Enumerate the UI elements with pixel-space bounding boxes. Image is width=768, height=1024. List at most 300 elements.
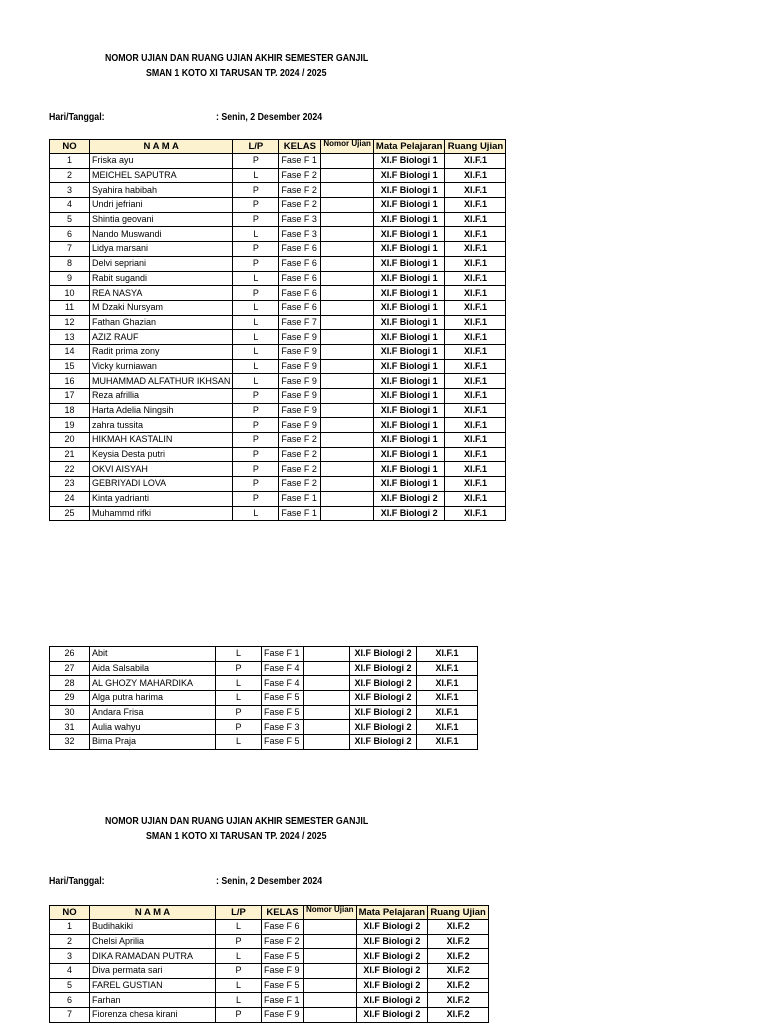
cell-mata-pelajaran: XI.F Biologi 1 (373, 389, 445, 404)
cell-ruang-ujian: XI.F.1 (445, 447, 506, 462)
cell-nama: Fathan Ghazian (90, 315, 233, 330)
date-label-2: Hari/Tanggal: (49, 876, 105, 887)
cell-no: 30 (50, 705, 90, 720)
cell-mata-pelajaran: XI.F Biologi 1 (373, 300, 445, 315)
cell-ruang-ujian: XI.F.1 (417, 647, 478, 662)
cell-nomor-ujian (304, 720, 350, 735)
table-row (50, 949, 489, 964)
cell-nama: Farhan (90, 993, 216, 1008)
table-row (50, 154, 506, 169)
cell-lp: L (233, 330, 279, 345)
cell-mata-pelajaran: XI.F Biologi 1 (373, 242, 445, 257)
cell-nama: REA NASYA (90, 286, 233, 301)
cell-mata-pelajaran: XI.F Biologi 1 (373, 374, 445, 389)
cell-lp: P (216, 964, 262, 979)
cell-nama: Rabit sugandi (90, 271, 233, 286)
cell-mata-pelajaran: XI.F Biologi 2 (356, 964, 428, 979)
cell-nomor-ujian (304, 993, 357, 1008)
table-row (50, 920, 489, 935)
cell-mata-pelajaran: XI.F Biologi 1 (373, 403, 445, 418)
cell-mata-pelajaran: XI.F Biologi 1 (373, 477, 445, 492)
cell-ruang-ujian: XI.F.2 (428, 934, 489, 949)
col-header-nomor-ujian: Nomor Ujian (321, 140, 374, 154)
cell-no: 24 (50, 491, 90, 506)
cell-lp: L (216, 949, 262, 964)
cell-lp: L (233, 300, 279, 315)
cell-mata-pelajaran: XI.F Biologi 2 (356, 949, 428, 964)
exam-table-2 (49, 646, 478, 750)
date-label: Hari/Tanggal: (49, 112, 105, 123)
cell-no: 20 (50, 433, 90, 448)
cell-lp: L (216, 647, 262, 662)
cell-lp: P (233, 256, 279, 271)
cell-lp: P (233, 491, 279, 506)
table-row (50, 286, 506, 301)
cell-nomor-ujian (321, 330, 374, 345)
cell-nama: GEBRIYADI LOVA (90, 477, 233, 492)
col-header-lp: L/P (233, 140, 279, 154)
col-header-kelas: KELAS (262, 906, 304, 920)
cell-no: 7 (50, 1008, 90, 1023)
cell-kelas: Fase F 9 (279, 359, 321, 374)
table-row (50, 183, 506, 198)
table-row (50, 705, 478, 720)
exam-table-1 (49, 139, 506, 521)
cell-no: 10 (50, 286, 90, 301)
cell-no: 6 (50, 993, 90, 1008)
cell-kelas: Fase F 6 (279, 300, 321, 315)
cell-kelas: Fase F 1 (279, 154, 321, 169)
cell-lp: P (233, 447, 279, 462)
table-row (50, 374, 506, 389)
cell-nomor-ujian (304, 964, 357, 979)
cell-ruang-ujian: XI.F.1 (445, 374, 506, 389)
cell-mata-pelajaran: XI.F Biologi 1 (373, 256, 445, 271)
cell-lp: L (233, 344, 279, 359)
cell-nomor-ujian (321, 168, 374, 183)
cell-ruang-ujian: XI.F.1 (417, 691, 478, 706)
table-row (50, 344, 506, 359)
cell-nama: Diva permata sari (90, 964, 216, 979)
cell-no: 8 (50, 256, 90, 271)
col-header-mata-pelajaran: Mata Pelajaran (356, 906, 428, 920)
cell-kelas: Fase F 5 (262, 949, 304, 964)
cell-mata-pelajaran: XI.F Biologi 2 (350, 720, 417, 735)
cell-no: 12 (50, 315, 90, 330)
table-row (50, 359, 506, 374)
cell-no: 19 (50, 418, 90, 433)
cell-no: 18 (50, 403, 90, 418)
cell-no: 7 (50, 242, 90, 257)
cell-kelas: Fase F 3 (262, 720, 304, 735)
cell-kelas: Fase F 5 (262, 705, 304, 720)
cell-ruang-ujian: XI.F.1 (445, 256, 506, 271)
cell-nomor-ujian (321, 374, 374, 389)
cell-mata-pelajaran: XI.F Biologi 1 (373, 462, 445, 477)
cell-ruang-ujian: XI.F.1 (445, 389, 506, 404)
cell-kelas: Fase F 1 (262, 647, 304, 662)
cell-nomor-ujian (321, 212, 374, 227)
cell-kelas: Fase F 2 (279, 183, 321, 198)
cell-no: 13 (50, 330, 90, 345)
cell-nama: AL GHOZY MAHARDIKA (90, 676, 216, 691)
cell-no: 26 (50, 647, 90, 662)
cell-mata-pelajaran: XI.F Biologi 1 (373, 418, 445, 433)
cell-mata-pelajaran: XI.F Biologi 2 (350, 691, 417, 706)
cell-no: 5 (50, 212, 90, 227)
cell-mata-pelajaran: XI.F Biologi 1 (373, 330, 445, 345)
table-row (50, 300, 506, 315)
table-row (50, 389, 506, 404)
table-row (50, 227, 506, 242)
exam-table-3 (49, 905, 489, 1023)
cell-no: 1 (50, 920, 90, 935)
cell-nomor-ujian (321, 359, 374, 374)
cell-mata-pelajaran: XI.F Biologi 1 (373, 433, 445, 448)
cell-mata-pelajaran: XI.F Biologi 1 (373, 359, 445, 374)
cell-ruang-ujian: XI.F.1 (445, 506, 506, 521)
cell-kelas: Fase F 2 (279, 462, 321, 477)
cell-kelas: Fase F 6 (262, 920, 304, 935)
cell-lp: L (216, 978, 262, 993)
cell-kelas: Fase F 6 (279, 286, 321, 301)
cell-mata-pelajaran: XI.F Biologi 2 (356, 993, 428, 1008)
cell-no: 25 (50, 506, 90, 521)
cell-kelas: Fase F 2 (279, 477, 321, 492)
cell-ruang-ujian: XI.F.2 (428, 993, 489, 1008)
table-row (50, 735, 478, 750)
cell-ruang-ujian: XI.F.1 (445, 344, 506, 359)
cell-mata-pelajaran: XI.F Biologi 2 (373, 506, 445, 521)
cell-nomor-ujian (321, 256, 374, 271)
cell-nama: zahra tussita (90, 418, 233, 433)
cell-ruang-ujian: XI.F.1 (445, 418, 506, 433)
table-row (50, 271, 506, 286)
cell-kelas: Fase F 5 (262, 691, 304, 706)
cell-nomor-ujian (304, 920, 357, 935)
cell-no: 17 (50, 389, 90, 404)
cell-nama: FAREL GUSTIAN (90, 978, 216, 993)
cell-nomor-ujian (321, 271, 374, 286)
cell-kelas: Fase F 9 (262, 964, 304, 979)
cell-nomor-ujian (321, 447, 374, 462)
cell-kelas: Fase F 6 (279, 271, 321, 286)
cell-nomor-ujian (304, 978, 357, 993)
cell-lp: P (233, 242, 279, 257)
cell-lp: P (233, 198, 279, 213)
cell-mata-pelajaran: XI.F Biologi 2 (350, 647, 417, 662)
cell-nama: Syahira habibah (90, 183, 233, 198)
cell-kelas: Fase F 9 (279, 344, 321, 359)
cell-nama: Delvi sepriani (90, 256, 233, 271)
table-row (50, 168, 506, 183)
cell-nomor-ujian (321, 506, 374, 521)
cell-ruang-ujian: XI.F.2 (428, 949, 489, 964)
cell-kelas: Fase F 3 (279, 227, 321, 242)
cell-lp: L (233, 271, 279, 286)
cell-lp: P (233, 403, 279, 418)
table-row (50, 462, 506, 477)
cell-nama: Budihakiki (90, 920, 216, 935)
cell-kelas: Fase F 1 (279, 506, 321, 521)
col-header-no: NO (50, 906, 90, 920)
cell-no: 1 (50, 154, 90, 169)
cell-kelas: Fase F 5 (262, 978, 304, 993)
cell-kelas: Fase F 9 (262, 1008, 304, 1023)
table-row (50, 506, 506, 521)
cell-no: 2 (50, 168, 90, 183)
cell-lp: P (216, 720, 262, 735)
cell-nama: Alga putra harima (90, 691, 216, 706)
cell-no: 29 (50, 691, 90, 706)
cell-nomor-ujian (304, 1008, 357, 1023)
cell-mata-pelajaran: XI.F Biologi 1 (373, 286, 445, 301)
cell-lp: L (216, 735, 262, 750)
cell-no: 15 (50, 359, 90, 374)
cell-lp: P (233, 477, 279, 492)
cell-ruang-ujian: XI.F.1 (445, 403, 506, 418)
cell-nama: Friska ayu (90, 154, 233, 169)
table-row (50, 491, 506, 506)
cell-nomor-ujian (304, 691, 350, 706)
cell-lp: P (216, 661, 262, 676)
cell-nama: Undri jefriani (90, 198, 233, 213)
cell-nama: Andara Frisa (90, 705, 216, 720)
table-row (50, 403, 506, 418)
cell-no: 31 (50, 720, 90, 735)
cell-mata-pelajaran: XI.F Biologi 1 (373, 168, 445, 183)
cell-lp: P (233, 183, 279, 198)
cell-lp: P (216, 1008, 262, 1023)
cell-nomor-ujian (321, 286, 374, 301)
document-subtitle: SMAN 1 KOTO XI TARUSAN TP. 2024 / 2025 (146, 68, 327, 79)
cell-nomor-ujian (321, 154, 374, 169)
table-row (50, 198, 506, 213)
cell-kelas: Fase F 9 (279, 330, 321, 345)
cell-lp: P (233, 433, 279, 448)
table-row (50, 477, 506, 492)
cell-ruang-ujian: XI.F.1 (445, 462, 506, 477)
cell-lp: L (216, 676, 262, 691)
cell-nama: Aulia wahyu (90, 720, 216, 735)
cell-mata-pelajaran: XI.F Biologi 2 (356, 1008, 428, 1023)
cell-nomor-ujian (321, 462, 374, 477)
cell-lp: L (216, 691, 262, 706)
col-header-mata-pelajaran: Mata Pelajaran (373, 140, 445, 154)
cell-ruang-ujian: XI.F.1 (445, 271, 506, 286)
cell-ruang-ujian: XI.F.1 (445, 491, 506, 506)
cell-mata-pelajaran: XI.F Biologi 1 (373, 154, 445, 169)
cell-mata-pelajaran: XI.F Biologi 1 (373, 198, 445, 213)
cell-no: 16 (50, 374, 90, 389)
cell-ruang-ujian: XI.F.1 (445, 212, 506, 227)
document-title: NOMOR UJIAN DAN RUANG UJIAN AKHIR SEMESTER GANJIL (105, 53, 369, 64)
cell-no: 4 (50, 964, 90, 979)
cell-ruang-ujian: XI.F.1 (417, 735, 478, 750)
cell-mata-pelajaran: XI.F Biologi 1 (373, 212, 445, 227)
cell-ruang-ujian: XI.F.1 (417, 661, 478, 676)
cell-lp: L (233, 506, 279, 521)
cell-mata-pelajaran: XI.F Biologi 2 (373, 491, 445, 506)
cell-ruang-ujian: XI.F.1 (417, 676, 478, 691)
cell-lp: L (233, 168, 279, 183)
table-row (50, 934, 489, 949)
cell-no: 6 (50, 227, 90, 242)
cell-nomor-ujian (304, 647, 350, 662)
table-row (50, 212, 506, 227)
col-header-kelas: KELAS (279, 140, 321, 154)
cell-no: 22 (50, 462, 90, 477)
cell-nama: AZIZ RAUF (90, 330, 233, 345)
date-value: : Senin, 2 Desember 2024 (216, 112, 323, 123)
table-row (50, 691, 478, 706)
cell-no: 9 (50, 271, 90, 286)
cell-lp: L (233, 374, 279, 389)
cell-lp: P (216, 934, 262, 949)
cell-nama: HIKMAH KASTALIN (90, 433, 233, 448)
cell-nama: Chelsi Aprilia (90, 934, 216, 949)
cell-nomor-ujian (321, 389, 374, 404)
cell-no: 23 (50, 477, 90, 492)
cell-ruang-ujian: XI.F.2 (428, 1008, 489, 1023)
cell-ruang-ujian: XI.F.1 (445, 168, 506, 183)
col-header-lp: L/P (216, 906, 262, 920)
cell-nomor-ujian (304, 705, 350, 720)
cell-nomor-ujian (321, 433, 374, 448)
cell-kelas: Fase F 2 (279, 198, 321, 213)
col-header-no: NO (50, 140, 90, 154)
table-row (50, 433, 506, 448)
cell-kelas: Fase F 2 (279, 168, 321, 183)
table-row (50, 647, 478, 662)
table-row (50, 720, 478, 735)
cell-kelas: Fase F 9 (279, 403, 321, 418)
cell-kelas: Fase F 9 (279, 418, 321, 433)
cell-lp: L (216, 993, 262, 1008)
cell-no: 2 (50, 934, 90, 949)
cell-no: 28 (50, 676, 90, 691)
cell-lp: P (233, 418, 279, 433)
cell-mata-pelajaran: XI.F Biologi 2 (350, 735, 417, 750)
cell-ruang-ujian: XI.F.1 (445, 286, 506, 301)
col-header-ruang-ujian: Ruang Ujian (428, 906, 489, 920)
table-row (50, 242, 506, 257)
table-row (50, 256, 506, 271)
cell-nama: Abit (90, 647, 216, 662)
cell-no: 21 (50, 447, 90, 462)
cell-ruang-ujian: XI.F.1 (445, 477, 506, 492)
cell-kelas: Fase F 1 (262, 993, 304, 1008)
cell-nama: DIKA RAMADAN PUTRA (90, 949, 216, 964)
cell-nama: Aida Salsabila (90, 661, 216, 676)
cell-nomor-ujian (321, 227, 374, 242)
cell-kelas: Fase F 9 (279, 389, 321, 404)
cell-mata-pelajaran: XI.F Biologi 1 (373, 227, 445, 242)
cell-kelas: Fase F 2 (279, 447, 321, 462)
cell-lp: P (233, 212, 279, 227)
cell-nomor-ujian (321, 344, 374, 359)
cell-ruang-ujian: XI.F.1 (445, 183, 506, 198)
cell-mata-pelajaran: XI.F Biologi 1 (373, 315, 445, 330)
cell-mata-pelajaran: XI.F Biologi 2 (356, 920, 428, 935)
cell-nama: Kinta yadrianti (90, 491, 233, 506)
cell-kelas: Fase F 4 (262, 661, 304, 676)
cell-kelas: Fase F 2 (262, 934, 304, 949)
table-row (50, 447, 506, 462)
table-row (50, 993, 489, 1008)
cell-ruang-ujian: XI.F.2 (428, 978, 489, 993)
cell-kelas: Fase F 9 (279, 374, 321, 389)
cell-nomor-ujian (304, 661, 350, 676)
table-row (50, 330, 506, 345)
cell-nomor-ujian (304, 934, 357, 949)
cell-nama: MEICHEL SAPUTRA (90, 168, 233, 183)
cell-no: 11 (50, 300, 90, 315)
cell-kelas: Fase F 7 (279, 315, 321, 330)
cell-nomor-ujian (321, 477, 374, 492)
cell-lp: P (233, 389, 279, 404)
cell-no: 27 (50, 661, 90, 676)
cell-no: 5 (50, 978, 90, 993)
cell-kelas: Fase F 6 (279, 242, 321, 257)
cell-kelas: Fase F 5 (262, 735, 304, 750)
cell-nama: M Dzaki Nursyam (90, 300, 233, 315)
cell-lp: L (216, 920, 262, 935)
col-header-nomor-ujian: Nomor Ujian (304, 906, 357, 920)
cell-nomor-ujian (304, 735, 350, 750)
cell-nomor-ujian (321, 315, 374, 330)
cell-mata-pelajaran: XI.F Biologi 2 (350, 705, 417, 720)
cell-nama: Vicky kurniawan (90, 359, 233, 374)
cell-mata-pelajaran: XI.F Biologi 1 (373, 447, 445, 462)
cell-nama: Keysia Desta putri (90, 447, 233, 462)
cell-ruang-ujian: XI.F.1 (445, 433, 506, 448)
cell-lp: P (233, 154, 279, 169)
cell-kelas: Fase F 4 (262, 676, 304, 691)
cell-lp: L (233, 227, 279, 242)
table-row (50, 661, 478, 676)
cell-mata-pelajaran: XI.F Biologi 2 (356, 934, 428, 949)
table-row (50, 315, 506, 330)
cell-nama: Muhammd rifki (90, 506, 233, 521)
cell-nama: Bima Praja (90, 735, 216, 750)
cell-ruang-ujian: XI.F.1 (445, 359, 506, 374)
cell-nomor-ujian (304, 949, 357, 964)
cell-mata-pelajaran: XI.F Biologi 2 (350, 661, 417, 676)
cell-mata-pelajaran: XI.F Biologi 1 (373, 344, 445, 359)
cell-nomor-ujian (321, 418, 374, 433)
cell-nomor-ujian (321, 242, 374, 257)
cell-nama: Harta Adelia Ningsih (90, 403, 233, 418)
cell-nama: Reza afrillia (90, 389, 233, 404)
cell-kelas: Fase F 1 (279, 491, 321, 506)
cell-lp: P (233, 462, 279, 477)
cell-ruang-ujian: XI.F.2 (428, 920, 489, 935)
cell-no: 4 (50, 198, 90, 213)
cell-nama: Radit prima zony (90, 344, 233, 359)
cell-ruang-ujian: XI.F.1 (417, 705, 478, 720)
cell-ruang-ujian: XI.F.1 (445, 227, 506, 242)
cell-nama: Nando Muswandi (90, 227, 233, 242)
cell-mata-pelajaran: XI.F Biologi 1 (373, 183, 445, 198)
cell-ruang-ujian: XI.F.1 (445, 300, 506, 315)
cell-kelas: Fase F 2 (279, 433, 321, 448)
document-title-2: NOMOR UJIAN DAN RUANG UJIAN AKHIR SEMESTER GANJIL (105, 816, 369, 827)
table-row (50, 676, 478, 691)
cell-nomor-ujian (321, 491, 374, 506)
cell-nama: MUHAMMAD ALFATHUR IKHSAN (90, 374, 233, 389)
table-row (50, 418, 506, 433)
